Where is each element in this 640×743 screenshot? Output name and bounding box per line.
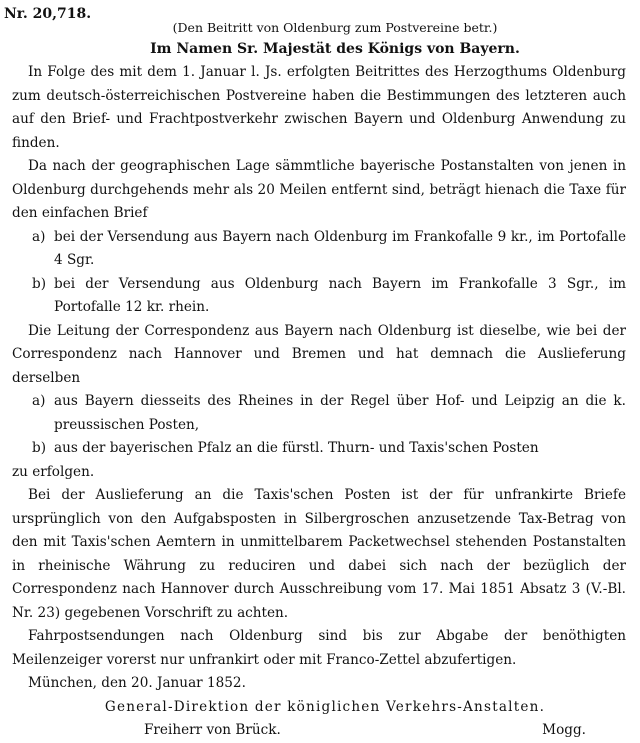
document-heading: Im Namen Sr. Majestät des Königs von Bayern. [150,40,520,57]
signature-row [144,719,586,743]
list-item [32,226,626,273]
signer-left: Freiherr von Brück. [144,722,281,738]
paragraph-4: Bei der Auslieferung an die Taxis'schen Posten ist der für unfrankirte Briefe ursprünglich von den Aufgabsposten in Silbergroschen anzusetzende Tax-Betrag von den mit Taxis'schen Aemtern in unmittelbarem Packetwechsel stehenden Postanstalten in rheinische Währung zu reduciren und dabei sich nach der bezüglich der Correspondenz nach Hannover durch Ausschreibung vom 17. Mai 1851 Absatz 3 (V.-Bl. Nr. 23) gegebenen Vorschrift zu achten. [12,487,626,621]
list-item-text: aus Bayern diesseits des Rheines in der Regel über Hof- und Leipzig an die k. preussischen Posten, [54,393,626,433]
list-item [32,437,626,461]
list-continuation: zu erfolgen. [12,463,95,480]
issuing-authority: General-Direktion der königlichen Verkehrs-Anstalten. [104,698,546,715]
document-subtitle: (Den Beitritt von Oldenburg zum Postvereine betr.) [172,20,498,35]
list-item [32,273,626,320]
document-number: Nr. 20,718. [4,6,92,22]
paragraph-5: Fahrpostsendungen nach Oldenburg sind bis zur Abgabe der benöthigten Meilenzeiger vorerst nur unfrankirt oder mit Franco-Zettel abzufertigen. [12,628,626,668]
list-item-text: aus der bayerischen Pfalz an die fürstl. Thurn- und Taxis'schen Posten [54,440,539,456]
list-item-text: bei der Versendung aus Oldenburg nach Bayern im Frankofalle 3 Sgr., im Portofalle 12 kr. rhein. [54,275,626,315]
list-item-label: a) [32,393,46,409]
list-item-label: a) [32,228,46,245]
list-item [32,390,626,437]
signer-right: Mogg. [542,722,586,738]
paragraph-1: In Folge des mit dem 1. Januar l. Js. erfolgten Beitrittes des Herzogthums Oldenburg zum deutsch-österreichischen Postvereine haben die Bestimmungen des letzteren auch auf den Brief- und Frachtpostverkehr zwischen Bayern und Oldenburg Anwendung zu finden. [12,64,626,151]
paragraph-2: Da nach der geographischen Lage sämmtliche bayerische Postanstalten von jenen in Oldenburg durchgehends mehr als 20 Meilen entfernt sind, beträgt hienach die Taxe für den einfachen Brief [12,158,626,221]
paragraph-3: Die Leitung der Correspondenz aus Bayern nach Oldenburg ist dieselbe, wie bei der Correspondenz nach Hannover und Bremen und hat demnach die Auslieferung derselben [12,322,626,386]
list-item-label: b) [32,275,47,292]
list-item-text: bei der Versendung aus Bayern nach Oldenburg im Frankofalle 9 kr., im Portofalle 4 Sgr. [54,228,626,268]
dateline: München, den 20. Januar 1852. [28,675,246,691]
list-item-label: b) [32,440,47,456]
